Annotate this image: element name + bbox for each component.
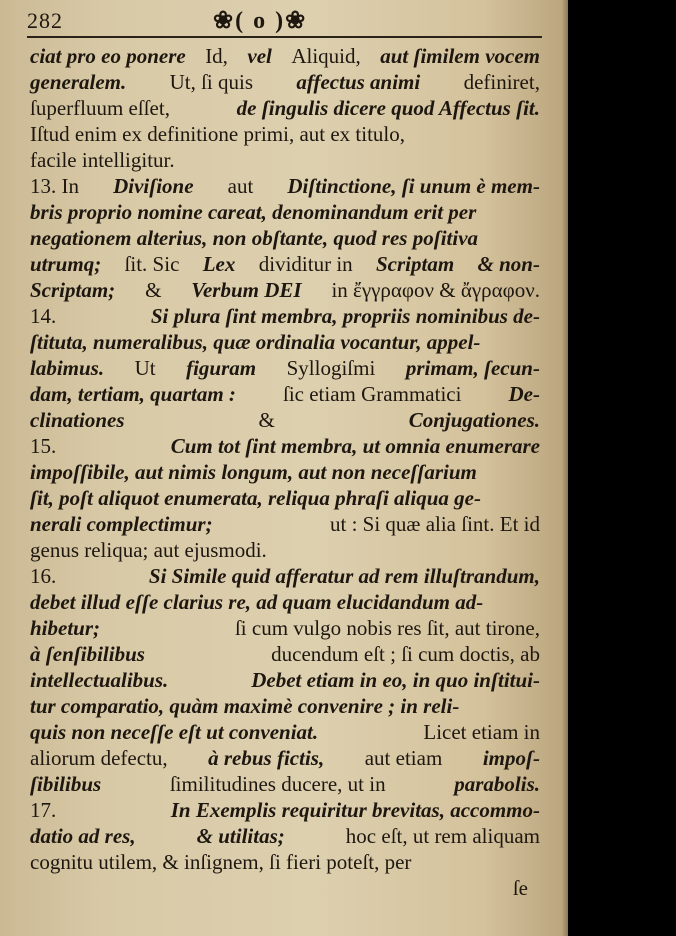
italic-segment: negationem alterius, non obſtante, quod res poſitiva bbox=[30, 226, 479, 250]
text-line bbox=[30, 381, 540, 407]
page-edge bbox=[562, 0, 568, 936]
text-line bbox=[30, 459, 540, 485]
italic-segment: Verbum DEI bbox=[191, 278, 302, 302]
text-line bbox=[30, 667, 540, 693]
text-line bbox=[30, 797, 540, 823]
text-line bbox=[30, 511, 540, 537]
text-line bbox=[30, 719, 540, 745]
roman-segment: Id, bbox=[205, 44, 228, 68]
roman-segment: aut etiam bbox=[364, 746, 443, 770]
roman-segment: & bbox=[258, 408, 275, 432]
italic-segment: impoſ- bbox=[482, 746, 540, 770]
roman-segment: facile intelligitur. bbox=[30, 148, 175, 172]
italic-segment: Si plura ſint membra, propriis nominibus de- bbox=[150, 304, 540, 328]
italic-segment: debet illud eſſe clarius re, ad quam elucidandum ad- bbox=[30, 590, 484, 614]
italic-segment: à rebus fictis, bbox=[208, 746, 325, 770]
italic-segment: & utilitas; bbox=[196, 824, 285, 848]
italic-segment: Si Simile quid afferatur ad rem illuſtrandum, bbox=[148, 564, 540, 588]
italic-segment: dam, tertiam, quartam : bbox=[30, 382, 236, 406]
roman-segment: ſit. Sic bbox=[124, 252, 180, 276]
roman-segment: 16. bbox=[30, 564, 57, 588]
page-number: 282 bbox=[27, 8, 63, 33]
text-line bbox=[30, 95, 540, 121]
italic-segment: & non- bbox=[477, 252, 540, 276]
italic-segment: Diſtinctione, ſi unum è mem- bbox=[287, 174, 540, 198]
text-line bbox=[30, 173, 540, 199]
roman-segment: aut bbox=[227, 174, 254, 198]
page-header bbox=[27, 4, 542, 36]
text-line bbox=[30, 875, 540, 901]
italic-segment: Conjugationes. bbox=[408, 408, 540, 432]
roman-segment: ducendum eſt ; ſi cum doctis, ab bbox=[271, 642, 540, 666]
roman-segment: Licet etiam in bbox=[423, 720, 540, 744]
italic-segment: labimus. bbox=[30, 356, 105, 380]
italic-segment: Debet etiam in eo, in quo inſtitui- bbox=[251, 668, 540, 692]
italic-segment: intellectualibus. bbox=[30, 668, 169, 692]
roman-segment: aliorum defectu, bbox=[30, 746, 168, 770]
italic-segment: De- bbox=[508, 382, 540, 406]
italic-segment: aut ſimilem vocem bbox=[380, 44, 540, 68]
text-line bbox=[30, 563, 540, 589]
italic-segment: figuram bbox=[186, 356, 257, 380]
text-line bbox=[30, 147, 540, 173]
header-rule bbox=[27, 36, 542, 38]
italic-segment: bris proprio nomine careat, denominandum erit per bbox=[30, 200, 477, 224]
text-line bbox=[30, 277, 540, 303]
roman-segment: ſi cum vulgo nobis res ſit, aut tirone, bbox=[234, 616, 540, 640]
roman-segment: ſuperfluum eſſet, bbox=[30, 96, 170, 120]
text-line bbox=[30, 121, 540, 147]
italic-segment: à ſenſibilibus bbox=[30, 642, 145, 666]
italic-segment: impoſſibile, aut nimis longum, aut non neceſſarium bbox=[30, 460, 477, 484]
text-line bbox=[30, 225, 540, 251]
italic-segment: ſit, poſt aliquot enumerata, reliqua phraſi aliqua ge- bbox=[30, 486, 481, 510]
italic-segment: tur comparatio, quàm maximè convenire ; in reli- bbox=[30, 694, 460, 718]
italic-segment: nerali complectimur; bbox=[30, 512, 213, 536]
italic-segment: parabolis. bbox=[454, 772, 540, 796]
italic-segment: In Exemplis requiritur brevitas, accommo- bbox=[170, 798, 540, 822]
roman-segment: Ut bbox=[134, 356, 156, 380]
roman-segment: 13. In bbox=[30, 174, 79, 198]
text-line bbox=[30, 303, 540, 329]
roman-segment: Ut, ſi quis bbox=[169, 70, 254, 94]
text-line bbox=[30, 641, 540, 667]
italic-segment: clinationes bbox=[30, 408, 125, 432]
text-line bbox=[30, 849, 540, 875]
roman-segment: & bbox=[145, 278, 162, 302]
text-line bbox=[30, 43, 540, 69]
italic-segment: Cum tot ſint membra, ut omnia enumerare bbox=[170, 434, 540, 458]
italic-segment: ſibilibus bbox=[30, 772, 102, 796]
italic-segment: Diviſione bbox=[113, 174, 194, 198]
roman-segment: ſe bbox=[512, 876, 528, 900]
text-line bbox=[30, 537, 540, 563]
text-line bbox=[30, 69, 540, 95]
roman-segment: cognitu utilem, & inſignem, ſi fieri poteſt, per bbox=[30, 850, 412, 874]
text-line bbox=[30, 693, 540, 719]
text-line bbox=[30, 589, 540, 615]
italic-segment: ciat pro eo ponere bbox=[30, 44, 186, 68]
roman-segment: definiret, bbox=[463, 70, 540, 94]
roman-segment: 17. bbox=[30, 798, 57, 822]
italic-segment: affectus animi bbox=[296, 70, 421, 94]
italic-segment: ſtituta, numeralibus, quæ ordinalia vocantur, appel- bbox=[30, 330, 481, 354]
italic-segment: Scriptam bbox=[376, 252, 455, 276]
text-line bbox=[30, 771, 540, 797]
header-ornament: ❀( o )❀ bbox=[213, 8, 308, 34]
italic-segment: Scriptam; bbox=[30, 278, 116, 302]
roman-segment: ſimilitudines ducere, ut in bbox=[169, 772, 386, 796]
roman-segment: 14. bbox=[30, 304, 57, 328]
italic-segment: Lex bbox=[202, 252, 236, 276]
text-line bbox=[30, 745, 540, 771]
text-line bbox=[30, 329, 540, 355]
text-line bbox=[30, 485, 540, 511]
roman-segment: Syllogiſmi bbox=[286, 356, 376, 380]
text-line bbox=[30, 199, 540, 225]
roman-segment: dividitur in bbox=[258, 252, 353, 276]
text-line bbox=[30, 251, 540, 277]
roman-segment: genus reliqua; aut ejusmodi. bbox=[30, 538, 267, 562]
roman-segment: 15. bbox=[30, 434, 57, 458]
italic-segment: utrumq; bbox=[30, 252, 102, 276]
text-line bbox=[30, 615, 540, 641]
text-line bbox=[30, 823, 540, 849]
italic-segment: quis non neceſſe eſt ut conveniat. bbox=[30, 720, 319, 744]
page-text bbox=[30, 43, 540, 901]
italic-segment: de ſingulis dicere quod Affectus ſit. bbox=[236, 96, 540, 120]
roman-segment: ſic etiam Grammatici bbox=[283, 382, 462, 406]
italic-segment: generalem. bbox=[30, 70, 127, 94]
roman-segment: Iſtud enim ex definitione primi, aut ex titulo, bbox=[30, 122, 406, 146]
italic-segment: datio ad res, bbox=[30, 824, 136, 848]
roman-segment: in ἔγγραφον & ἄγραφον. bbox=[331, 278, 540, 302]
italic-segment: primam, ſecun- bbox=[405, 356, 540, 380]
roman-segment: ut : Si quæ alia ſint. Et id bbox=[330, 512, 540, 536]
text-line bbox=[30, 407, 540, 433]
italic-segment: vel bbox=[247, 44, 272, 68]
roman-segment: hoc eſt, ut rem aliquam bbox=[345, 824, 540, 848]
roman-segment: Aliquid, bbox=[291, 44, 361, 68]
text-line bbox=[30, 355, 540, 381]
italic-segment: hibetur; bbox=[30, 616, 101, 640]
text-line bbox=[30, 433, 540, 459]
